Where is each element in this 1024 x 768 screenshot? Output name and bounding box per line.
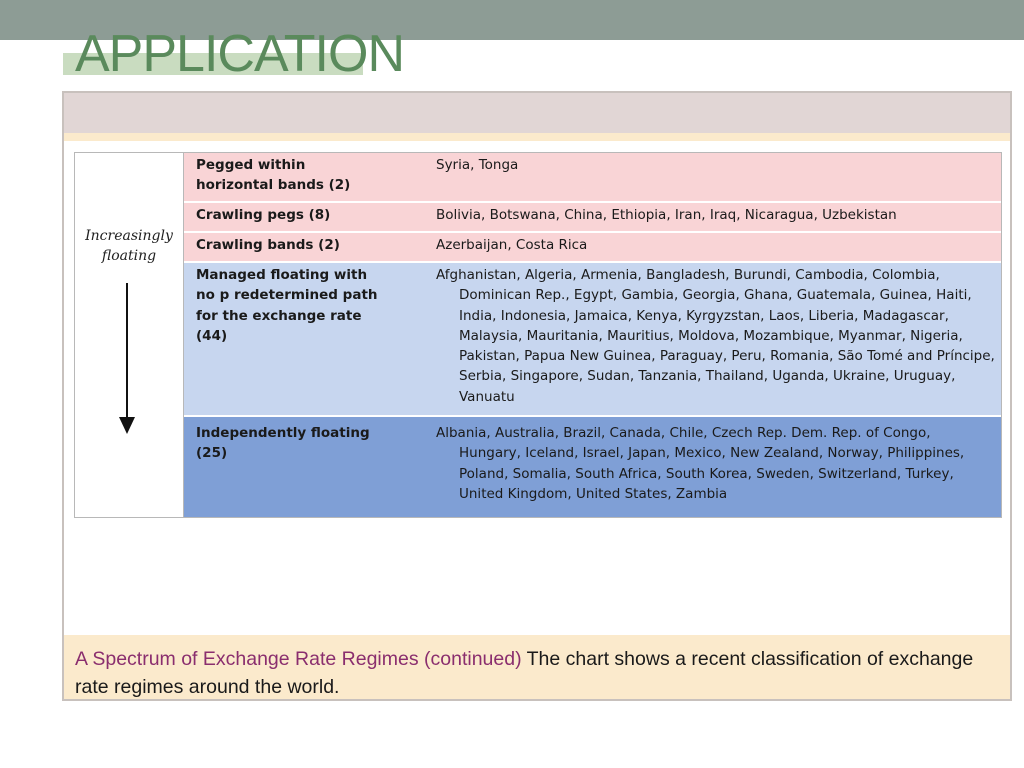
side-label: Increasingly floating	[85, 228, 173, 264]
regime-label: Pegged within horizontal bands (2)	[196, 157, 351, 194]
regime-row	[184, 263, 1001, 417]
regime-countries: Syria, Tonga	[436, 157, 519, 173]
regime-figure	[74, 152, 1002, 518]
caption-text: The chart shows a recent classification of exchange rate regimes around the world.	[75, 648, 974, 698]
regime-row	[184, 417, 1001, 517]
slide-title: APPLICATION	[75, 25, 405, 83]
arrow-head-icon	[119, 417, 135, 434]
regime-row	[184, 233, 1001, 263]
frame-header-stripe	[64, 133, 1010, 141]
regime-label: Managed floating with no p redetermined path for the exchange rate (44)	[196, 267, 378, 344]
regime-row	[184, 153, 1001, 203]
arrow-down-icon	[126, 283, 128, 419]
regime-label: Crawling bands (2)	[196, 237, 340, 253]
frame-header-band	[64, 93, 1010, 133]
regime-label: Independently floating (25)	[196, 425, 370, 462]
regime-countries: Afghanistan, Algeria, Armenia, Bangladesh, Burundi, Cambodia, Colombia, Dominican Rep., Egypt, Gambia, Georgia, Ghana, Guatemala, Guinea, Haiti, India, Indonesia, Jamaica, Kenya, Kyrgyzstan, Laos, Liberia, Madagascar, Malaysia, Mauritania, Mauritius, Moldova, Mozambique, Myanmar, Nigeria, Pakistan, Papua New Guinea, Paraguay, Peru, Romania, São Tomé and Príncipe, Serbia, Singapore, Sudan, Tanzania, Thailand, Uganda, Ukraine, Uruguay, Vanuatu	[436, 267, 995, 405]
regime-countries: Azerbaijan, Costa Rica	[436, 237, 588, 253]
regime-row	[184, 203, 1001, 233]
regime-countries: Albania, Australia, Brazil, Canada, Chile, Czech Rep. Dem. Rep. of Congo, Hungary, Iceland, Israel, Japan, Mexico, New Zealand, Norway, Philippines, Poland, Somalia, South Africa, South Korea, Sweden, Switzerland, Turkey, United Kingdom, United States, Zambia	[436, 425, 965, 502]
caption-title: A Spectrum of Exchange Rate Regimes (continued)	[75, 648, 522, 670]
regime-countries: Bolivia, Botswana, China, Ethiopia, Iran, Iraq, Nicaragua, Uzbekistan	[436, 207, 897, 223]
side-panel	[75, 153, 184, 517]
figure-caption	[64, 635, 1010, 699]
regime-label: Crawling pegs (8)	[196, 207, 331, 223]
